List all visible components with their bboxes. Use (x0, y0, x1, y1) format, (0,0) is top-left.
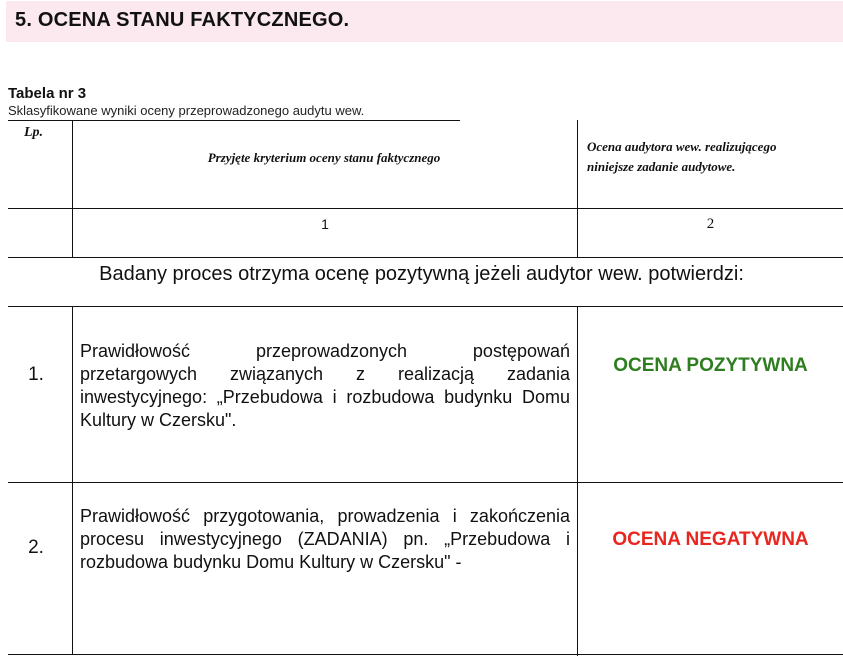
header-lp: Lp. (24, 125, 44, 140)
table-line-top (8, 120, 460, 121)
table-line-row2-bottom (8, 654, 843, 655)
header-assessment (587, 137, 776, 177)
table-col-divider-1-body (72, 306, 73, 654)
row-number: 2. (28, 537, 44, 558)
table-caption: Tabela nr 3 (8, 85, 87, 102)
process-note: Badany proces otrzyma ocenę pozytywną jeżeli audytor wew. potwierdzi: (99, 263, 744, 285)
header-assessment-line2: niniejsze zadanie audytowe. (587, 159, 736, 174)
assessment-positive-badge: OCENA POZYTYWNA (613, 355, 808, 376)
section-header (6, 1, 843, 42)
header-criterion: Przyjęte kryterium oceny stanu faktycznego (207, 150, 441, 165)
column-number-1: 1 (321, 216, 329, 232)
column-number-2: 2 (706, 216, 715, 232)
row-number: 1. (28, 364, 44, 385)
table-line-header-bottom (8, 208, 843, 209)
table-col-divider-1 (72, 120, 73, 258)
header-assessment-line1: Ocena audytora wew. realizującego (587, 139, 777, 154)
table-line-numbers-bottom (8, 257, 843, 258)
table-subcaption: Sklasyfikowane wyniki oceny przeprowadzonego audytu wew. (8, 103, 365, 118)
assessment-negative-badge: OCENA NEGATYWNA (612, 529, 809, 550)
section-title: 5. OCENA STANU FAKTYCZNEGO. (15, 9, 350, 31)
row-criterion-text: Prawidłowość przygotowania, prowadzenia i zakończenia procesu inwestycyjnego (ZADANIA) pn. „Przebudowa i rozbudowa budynku Domu Kultury w Czersku" - (80, 506, 570, 572)
row-criterion-text: Prawidłowość przeprowadzonych postępowań przetargowych związanych z realizacją zadania inwestycyjnego: „Przebudowa i rozbudowa budynku Domu Kultury w Czersku". (80, 341, 570, 430)
table-line-note-bottom (8, 306, 843, 307)
table-col-divider-2 (577, 120, 578, 258)
table-line-row1-bottom (8, 482, 843, 483)
